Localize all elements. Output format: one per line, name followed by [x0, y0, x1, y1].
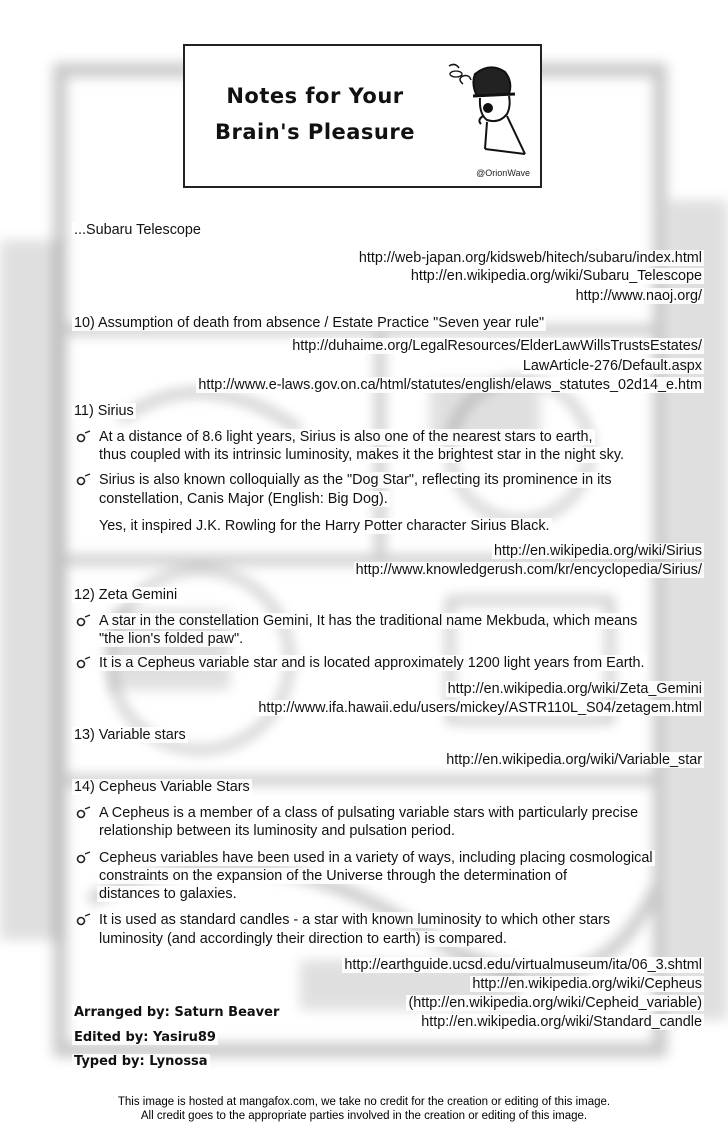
- link[interactable]: LawArticle-276/Default.aspx: [522, 358, 702, 374]
- bullet-icon: [76, 806, 92, 820]
- link[interactable]: http://www.e-laws.gov.on.ca/html/statutes/english/elaws_statutes_02d14_e.htm: [198, 377, 702, 393]
- bullet-text: It is a Cepheus variable star and is located approximately 1200 light years from Earth.: [99, 655, 645, 671]
- link[interactable]: http://www.knowledgerush.com/kr/encyclopedia/Sirius/: [355, 562, 702, 578]
- footer-line-2: All credit goes to the appropriate parties involved in the creation or editing of this image.: [140, 1110, 588, 1122]
- link[interactable]: http://en.wikipedia.org/wiki/Standard_candle: [421, 1014, 702, 1030]
- link[interactable]: http://en.wikipedia.org/wiki/Subaru_Telescope: [410, 268, 702, 284]
- link[interactable]: http://duhaime.org/LegalResources/ElderLawWillsTrustsEstates/: [292, 338, 702, 354]
- bullet-icon: [76, 614, 92, 628]
- credit-typed-by: Typed by: Lynossa: [74, 1054, 208, 1069]
- bullet-text: Cepheus variables have been used in a variety of ways, including placing cosmological: [99, 850, 653, 866]
- link[interactable]: (http://en.wikipedia.org/wiki/Cepheid_variable): [408, 995, 702, 1011]
- heading-sirius: 11) Sirius: [74, 403, 134, 419]
- bullet-text: constraints on the expansion of the Universe through the determination of: [99, 868, 567, 884]
- link[interactable]: http://web-japan.org/kidsweb/hitech/subaru/index.html: [358, 250, 702, 266]
- bullet-icon: [76, 656, 92, 670]
- title-panel: [183, 44, 542, 188]
- bullet-icon: [76, 430, 92, 444]
- link[interactable]: http://www.naoj.org/: [575, 288, 702, 304]
- bullet-text: Sirius is also known colloquially as the "Dog Star", reflecting its prominence in its: [99, 472, 612, 488]
- bullet-text: relationship between its luminosity and pulsation period.: [99, 823, 455, 839]
- heading-assumption-of-death: 10) Assumption of death from absence / Estate Practice "Seven year rule": [74, 315, 545, 331]
- link[interactable]: http://en.wikipedia.org/wiki/Variable_star: [446, 752, 702, 768]
- link[interactable]: http://earthguide.ucsd.edu/virtualmuseum/ita/06_3.shtml: [344, 957, 702, 973]
- bullet-text: A star in the constellation Gemini, It has the traditional name Mekbuda, which means: [99, 613, 638, 629]
- signature: @OrionWave: [476, 168, 530, 178]
- bullet-text: thus coupled with its intrinsic luminosity, makes it the brightest star in the night sky.: [99, 447, 624, 463]
- heading-subaru: ...Subaru Telescope: [74, 222, 201, 238]
- bullet-icon: [76, 913, 92, 927]
- credit-arranged-by: Arranged by: Saturn Beaver: [74, 1005, 280, 1020]
- heading-zeta-gemini: 12) Zeta Gemini: [74, 587, 178, 603]
- title-line-1: Notes for Your: [226, 84, 404, 108]
- link[interactable]: http://en.wikipedia.org/wiki/Sirius: [494, 543, 702, 559]
- footer-line-1: This image is hosted at mangafox.com, we take no credit for the creation or editing of this image.: [117, 1096, 611, 1108]
- sirius-note: Yes, it inspired J.K. Rowling for the Harry Potter character Sirius Black.: [99, 518, 550, 534]
- title-line-2: Brain's Pleasure: [215, 120, 415, 144]
- bullet-text: It is used as standard candles - a star with known luminosity to which other stars: [99, 912, 611, 928]
- bullet-text: "the lion's folded paw".: [99, 631, 244, 647]
- credit-edited-by: Edited by: Yasiru89: [74, 1030, 216, 1045]
- heading-cepheus-variable-stars: 14) Cepheus Variable Stars: [74, 779, 250, 795]
- link[interactable]: http://www.ifa.hawaii.edu/users/mickey/ASTR110L_S04/zetagem.html: [258, 700, 702, 716]
- bullet-icon: [76, 473, 92, 487]
- bullet-text: distances to galaxies.: [99, 886, 237, 902]
- mascot-doodle-icon: [425, 54, 535, 164]
- bullet-text: A Cepheus is a member of a class of pulsating variable stars with particularly precise: [99, 805, 639, 821]
- bullet-text: constellation, Canis Major (English: Big Dog).: [99, 491, 388, 507]
- heading-variable-stars: 13) Variable stars: [74, 727, 186, 743]
- link[interactable]: http://en.wikipedia.org/wiki/Zeta_Gemini: [447, 681, 702, 697]
- bullet-text: luminosity (and accordingly their direction to earth) is compared.: [99, 931, 507, 947]
- bullet-text: At a distance of 8.6 light years, Sirius is also one of the nearest stars to earth,: [99, 429, 593, 445]
- bullet-icon: [76, 851, 92, 865]
- link[interactable]: http://en.wikipedia.org/wiki/Cepheus: [472, 976, 702, 992]
